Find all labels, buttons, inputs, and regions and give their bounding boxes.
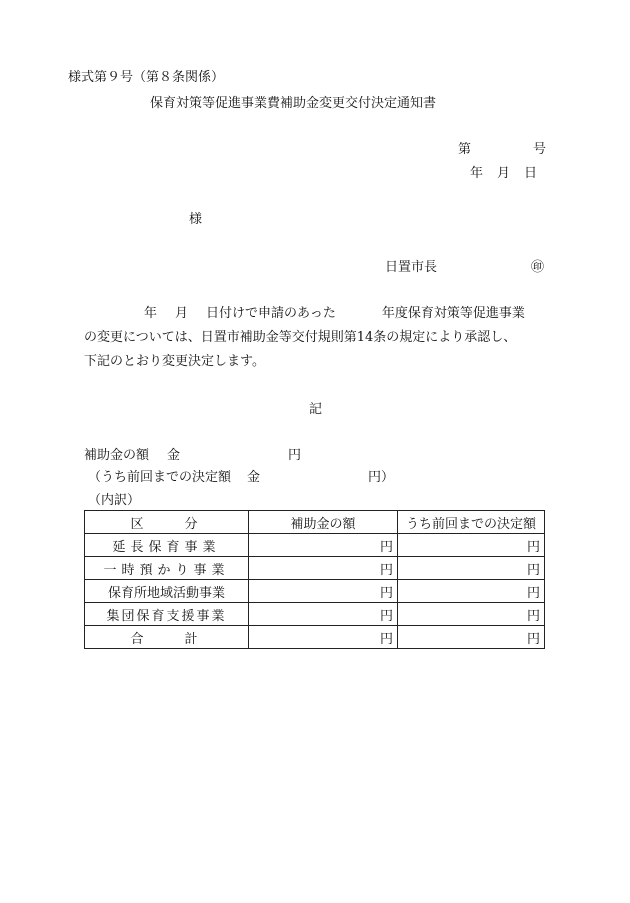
row-subsidy-yen: 円 <box>249 626 398 649</box>
table-row <box>85 580 545 603</box>
body-line-2: の変更については、日置市補助金等交付規則第14条の規定により承認し、 <box>84 330 517 345</box>
table-row <box>85 603 545 626</box>
body-month: 月 <box>175 306 189 321</box>
amount-label: 補助金の額 <box>84 448 150 463</box>
date-year: 年 <box>470 166 484 181</box>
prior-label: （うち前回までの決定額 <box>88 470 232 485</box>
document-number-label: 第 <box>458 142 472 157</box>
header-subsidy-amount: 補助金の額 <box>249 511 398 534</box>
table-row <box>85 534 545 557</box>
row-name: 合 計 <box>85 626 249 649</box>
body-line-1 <box>84 302 525 326</box>
ki-heading: 記 <box>309 402 323 417</box>
body-line-3: 下記のとおり変更決定します。 <box>84 354 265 369</box>
row-name: 一時預かり事業 <box>85 557 249 580</box>
row-name: 保育所地域活動事業 <box>85 580 249 603</box>
document-title: 保育対策等促進事業費補助金変更交付決定通知書 <box>150 96 437 111</box>
row-prior-yen: 円 <box>398 580 545 603</box>
row-prior-yen: 円 <box>398 534 545 557</box>
issue-date <box>470 162 551 181</box>
prior-yen: 円） <box>368 470 395 485</box>
row-prior-yen: 円 <box>398 557 545 580</box>
amount-kin: 金 <box>167 448 181 463</box>
body-year: 年 <box>144 306 158 321</box>
prior-kin: 金 <box>247 470 261 485</box>
row-subsidy-yen: 円 <box>249 534 398 557</box>
table-header-row <box>85 511 545 534</box>
addressee-honorific: 様 <box>189 212 203 227</box>
body-day-text: 日付けで申請のあった <box>206 306 336 321</box>
notice-body <box>84 302 525 374</box>
row-name: 延長保育事業 <box>85 534 249 557</box>
date-month: 月 <box>497 166 511 181</box>
table-row <box>85 557 545 580</box>
row-prior-yen: 円 <box>398 626 545 649</box>
amount-yen: 円 <box>288 448 302 463</box>
seal-mark: ㊞ <box>531 260 545 275</box>
row-name: 集団保育支援事業 <box>85 603 249 626</box>
breakdown-table <box>84 510 545 649</box>
header-prior-amount: うち前回までの決定額 <box>398 511 545 534</box>
issuer-name: 日置市長 <box>385 260 438 275</box>
header-category: 区 分 <box>85 511 249 534</box>
subsidy-amount-line <box>84 444 301 463</box>
row-subsidy-yen: 円 <box>249 580 398 603</box>
row-subsidy-yen: 円 <box>249 603 398 626</box>
body-fiscal-year-text: 年度保育対策等促進事業 <box>381 306 525 321</box>
breakdown-label: （内訳） <box>88 493 141 508</box>
document-number-suffix: 号 <box>533 142 547 157</box>
row-prior-yen: 円 <box>398 603 545 626</box>
prior-decision-line <box>88 466 394 485</box>
table-total-row <box>85 626 545 649</box>
date-day: 日 <box>524 166 538 181</box>
row-subsidy-yen: 円 <box>249 557 398 580</box>
form-number: 様式第９号（第８条関係） <box>68 70 225 85</box>
